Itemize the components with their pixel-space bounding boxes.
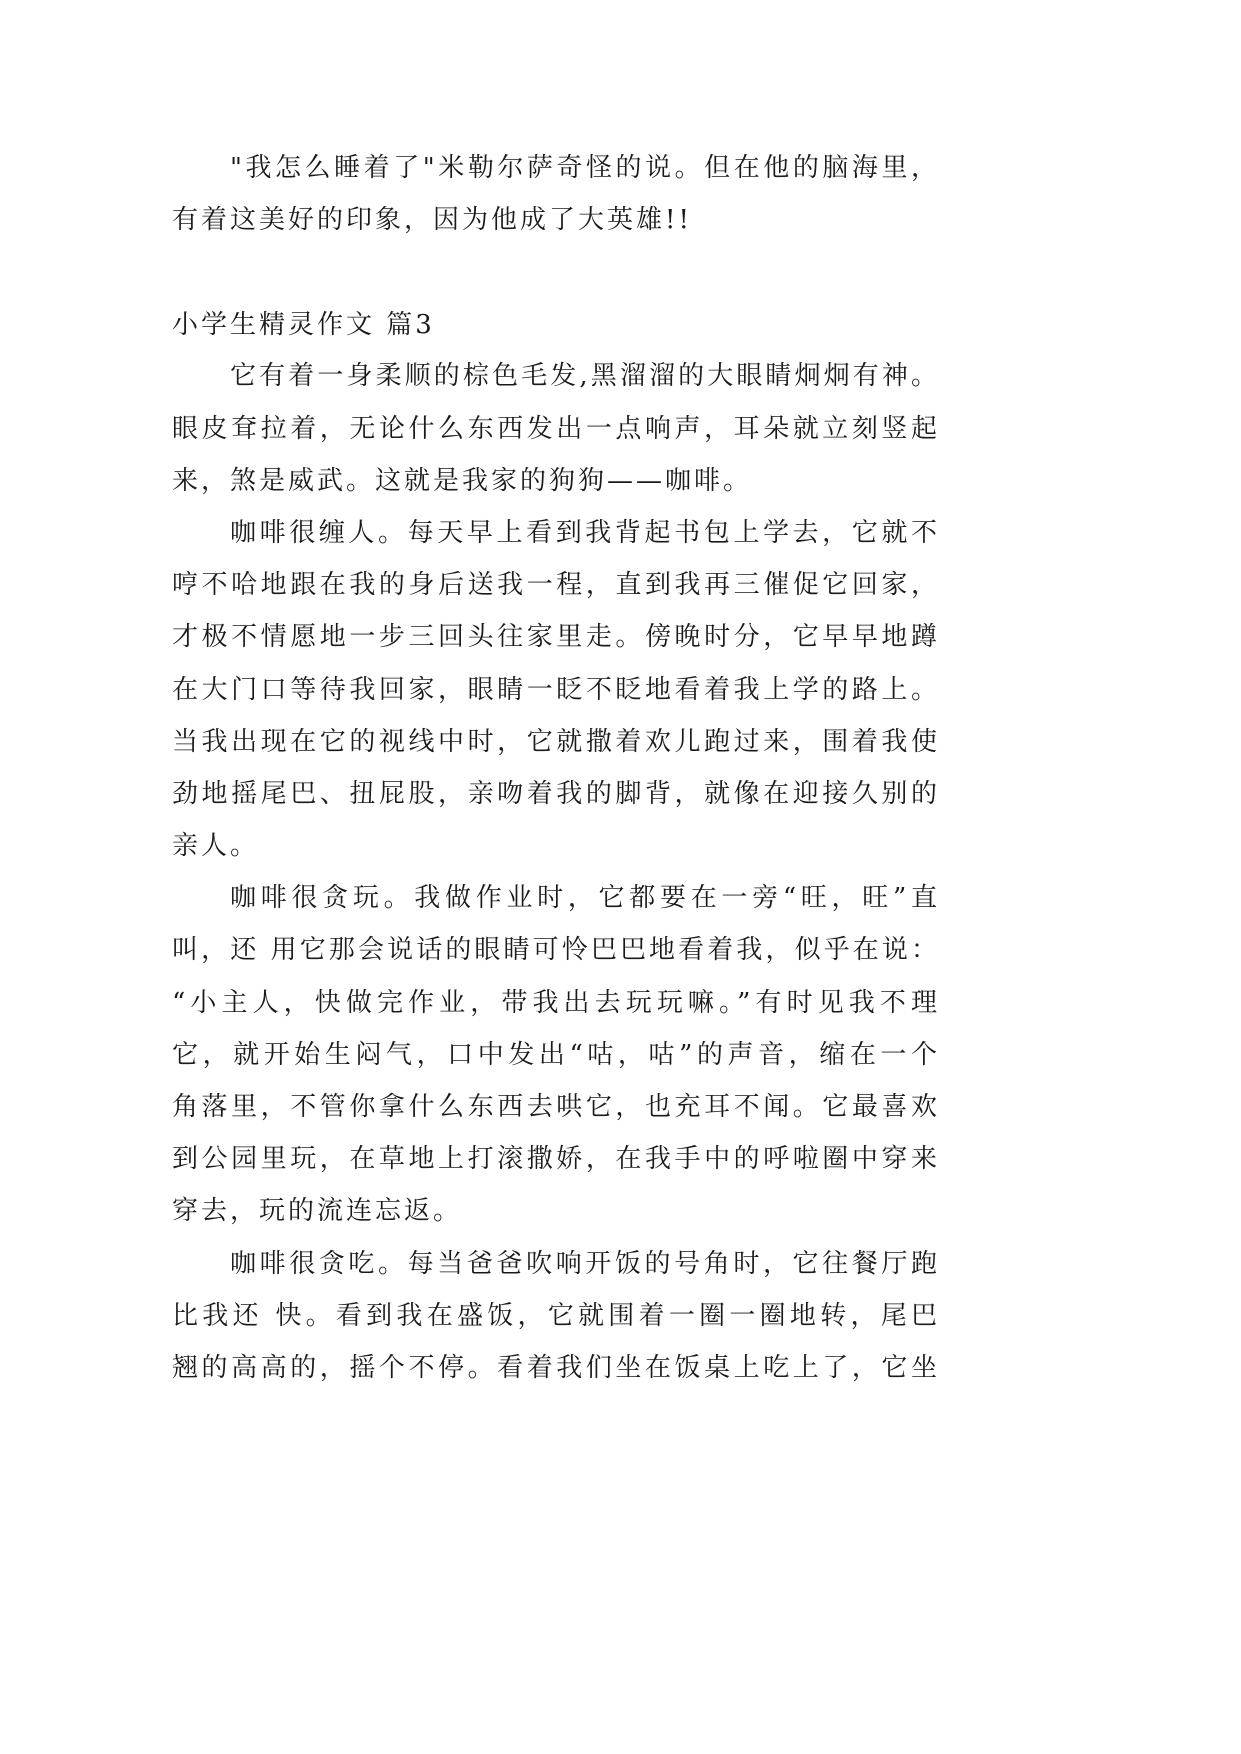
text-line: 眼皮耷拉着，无论什么东西发出一点响声，耳朵就立刻竖起 <box>172 413 940 444</box>
text-line: 到公园里玩，在草地上打滚撒娇，在我手中的呼啦圈中穿来 <box>172 1144 940 1175</box>
text-line: 在大门口等待我回家，眼睛一眨不眨地看着我上学的路上。 <box>172 674 940 705</box>
text-line: 它，就开始生闷气，口中发出“咕，咕”的声音，缩在一个 <box>172 1039 940 1070</box>
text-line: 劲地摇尾巴、扭屁股，亲吻着我的脚背，就像在迎接久别的 <box>172 778 940 809</box>
text-line: 咖啡很缠人。每天早上看到我背起书包上学去，它就不 <box>230 517 940 548</box>
text-line: 咖啡很贪吃。每当爸爸吹响开饭的号角时，它往餐厅跑 <box>230 1248 940 1279</box>
text-line: 哼不哈地跟在我的身后送我一程，直到我再三催促它回家， <box>172 570 940 601</box>
text-line: 来，煞是威武。这就是我家的狗狗——咖啡。 <box>172 465 753 496</box>
paragraph <box>172 872 940 1237</box>
text-line: "我怎么睡着了"米勒尔萨奇怪的说。但在他的脑海里， <box>230 153 940 183</box>
text-line: 比我还 快。看到我在盛饭，它就围着一圈一圈地转，尾巴 <box>172 1300 940 1331</box>
text-line: 它有着一身柔顺的棕色毛发,黑溜溜的大眼睛炯炯有神。 <box>230 361 940 392</box>
text-line: 叫，还 用它那会说话的眼睛可怜巴巴地看着我，似乎在说： <box>172 935 940 966</box>
document-body <box>172 142 940 1394</box>
paragraph <box>172 1238 940 1395</box>
text-line: 才极不情愿地一步三回头往家里走。傍晚时分，它早早地蹲 <box>172 622 940 653</box>
paragraph <box>172 507 940 872</box>
text-line: 当我出现在它的视线中时，它就撒着欢儿跑过来，围着我使 <box>172 726 940 757</box>
text-line: 穿去，玩的流连忘返。 <box>172 1196 463 1227</box>
continuation-paragraph <box>172 142 940 246</box>
text-line: 咖啡很贪玩。我做作业时，它都要在一旁“旺，旺”直 <box>230 883 940 914</box>
text-line: “小主人，快做完作业，带我出去玩玩嘛。”有时见我不理 <box>172 987 940 1018</box>
section-heading: 小学生精灵作文 篇3 <box>172 310 435 341</box>
text-line: 角落里，不管你拿什么东西去哄它，也充耳不闻。它最喜欢 <box>172 1092 940 1122</box>
text-line: 翘的高高的，摇个不停。看着我们坐在饭桌上吃上了，它坐 <box>172 1352 940 1383</box>
paragraph <box>172 350 940 507</box>
text-line: 有着这美好的印象，因为他成了大英雄!! <box>172 205 692 236</box>
text-line: 亲人。 <box>172 831 260 862</box>
